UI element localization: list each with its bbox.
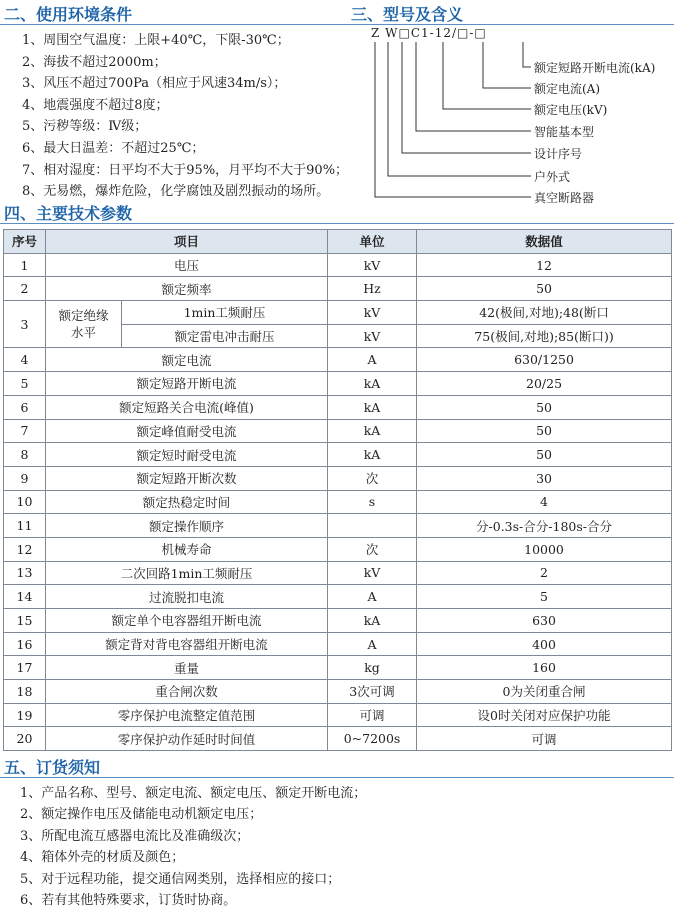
table-row [4, 253, 672, 277]
cell-unit: kV [328, 561, 417, 585]
cell-value: 可调 [417, 727, 672, 751]
header-value: 数据值 [417, 230, 672, 254]
order-item: 5、对于远程功能，提交通信网类别，选择相应的接口； [20, 871, 341, 887]
cell-unit: s [328, 490, 417, 514]
cell-unit: 0~7200s [328, 727, 417, 751]
env-item: 7、相对湿度：日平均不大于95%，月平均不大于90%； [22, 162, 349, 178]
cell-no: 11 [4, 514, 46, 538]
cell-no: 3 [4, 301, 46, 348]
table-row [4, 443, 672, 467]
header-item: 项目 [46, 230, 328, 254]
table-row [4, 632, 672, 656]
cell-unit: A [328, 348, 417, 372]
cell-no: 16 [4, 632, 46, 656]
cell-item: 零序保护动作延时时间值 [46, 727, 328, 751]
cell-no: 7 [4, 419, 46, 443]
cell-item: 额定热稳定时间 [46, 490, 328, 514]
table-row [4, 727, 672, 751]
cell-item: 额定短时耐受电流 [46, 443, 328, 467]
cell-item: 零序保护电流整定值范围 [46, 703, 328, 727]
env-section-title: 二、使用环境条件 [4, 5, 133, 24]
env-item: 5、污秽等级：Ⅳ级； [22, 119, 148, 135]
cell-value: 20/25 [417, 372, 672, 396]
cell-item: 额定频率 [46, 277, 328, 301]
env-conditions-list [22, 30, 348, 203]
cell-item: 机械寿命 [46, 537, 328, 561]
model-label: 户外式 [534, 170, 571, 184]
cell-unit: kA [328, 372, 417, 396]
cell-item: 额定电流 [46, 348, 328, 372]
cell-value: 50 [417, 419, 672, 443]
cell-insulation-group: 额定绝缘水平 [46, 301, 122, 348]
cell-item: 额定操作顺序 [46, 514, 328, 538]
table-row [4, 514, 672, 538]
table-row [4, 490, 672, 514]
cell-no: 13 [4, 561, 46, 585]
cell-no: 5 [4, 372, 46, 396]
cell-item: 额定短路开断次数 [46, 466, 328, 490]
cell-no: 14 [4, 585, 46, 609]
order-notes-list [20, 783, 366, 911]
cell-value: 2 [417, 561, 672, 585]
cell-value: 0为关闭重合闸 [417, 680, 672, 704]
model-label: 真空断路器 [534, 191, 595, 205]
table-header-row [4, 230, 672, 254]
cell-unit: kV [328, 253, 417, 277]
cell-no: 15 [4, 609, 46, 633]
env-item: 8、无易燃，爆炸危险，化学腐蚀及剧烈振动的场所。 [22, 184, 330, 200]
cell-no: 6 [4, 395, 46, 419]
cell-no: 12 [4, 537, 46, 561]
cell-unit: A [328, 585, 417, 609]
params-divider [0, 223, 674, 224]
cell-value: 400 [417, 632, 672, 656]
cell-unit: Hz [328, 277, 417, 301]
params-table [3, 229, 672, 751]
cell-value: 30 [417, 466, 672, 490]
model-label: 设计序号 [534, 147, 583, 161]
cell-value: 5 [417, 585, 672, 609]
cell-item: 额定短路关合电流(峰值) [46, 395, 328, 419]
cell-unit: kA [328, 395, 417, 419]
model-label: 额定电流(A) [534, 82, 601, 96]
header-no: 序号 [4, 230, 46, 254]
cell-value: 75(极间,对地);85(断口)) [417, 324, 672, 348]
order-item: 4、箱体外壳的材质及颜色； [20, 850, 185, 866]
model-code: Z W□C1-12/□-□ [371, 26, 487, 40]
cell-item: 过流脱扣电流 [46, 585, 328, 609]
table-row [4, 419, 672, 443]
cell-item: 重量 [46, 656, 328, 680]
cell-no: 2 [4, 277, 46, 301]
table-row [4, 561, 672, 585]
cell-value: 分-0.3s-合分-180s-合分 [417, 514, 672, 538]
table-row [4, 703, 672, 727]
cell-item: 额定背对背电容器组开断电流 [46, 632, 328, 656]
cell-value: 160 [417, 656, 672, 680]
order-item: 2、额定操作电压及储能电动机额定电压； [20, 807, 263, 823]
order-section-title: 五、订货须知 [4, 758, 101, 777]
header-unit: 单位 [328, 230, 417, 254]
cell-item: 二次回路1min工频耐压 [46, 561, 328, 585]
cell-no: 1 [4, 253, 46, 277]
order-divider [0, 777, 674, 778]
cell-unit [328, 514, 417, 538]
cell-no: 18 [4, 680, 46, 704]
table-row [4, 395, 672, 419]
order-item: 6、若有其他特殊要求，订货时协商。 [20, 893, 237, 909]
cell-no: 19 [4, 703, 46, 727]
params-section-title: 四、主要技术参数 [4, 204, 133, 223]
cell-item: 额定单个电容器组开断电流 [46, 609, 328, 633]
table-row [4, 466, 672, 490]
model-label: 额定短路开断电流(kA) [534, 61, 656, 75]
cell-value: 设0时关闭对应保护功能 [417, 703, 672, 727]
env-item: 1、周围空气温度：上限+40℃，下限-30℃； [22, 33, 290, 48]
cell-unit: kA [328, 443, 417, 467]
cell-item: 额定短路开断电流 [46, 372, 328, 396]
cell-unit: 次 [328, 537, 417, 561]
cell-value: 630/1250 [417, 348, 672, 372]
model-label: 额定电压(kV) [534, 103, 608, 117]
cell-unit: 可调 [328, 703, 417, 727]
table-row [4, 585, 672, 609]
cell-no: 9 [4, 466, 46, 490]
env-item: 6、最大日温差：不超过25℃； [22, 140, 205, 156]
cell-no: 20 [4, 727, 46, 751]
cell-item: 额定峰值耐受电流 [46, 419, 328, 443]
table-row [4, 301, 672, 325]
table-row [4, 537, 672, 561]
cell-unit: kA [328, 609, 417, 633]
cell-unit: kV [328, 301, 417, 325]
cell-unit: kV [328, 324, 417, 348]
table-row [4, 656, 672, 680]
env-item: 2、海拔不超过2000m； [22, 54, 167, 70]
cell-value: 4 [417, 490, 672, 514]
cell-no: 17 [4, 656, 46, 680]
cell-item: 1min工频耐压 [122, 301, 328, 325]
cell-value: 630 [417, 609, 672, 633]
table-row [4, 348, 672, 372]
cell-value: 50 [417, 395, 672, 419]
cell-item: 重合闸次数 [46, 680, 328, 704]
cell-value: 50 [417, 277, 672, 301]
model-section-title: 三、型号及含义 [351, 5, 464, 24]
cell-item: 额定雷电冲击耐压 [122, 324, 328, 348]
cell-no: 4 [4, 348, 46, 372]
cell-unit: kA [328, 419, 417, 443]
cell-value: 50 [417, 443, 672, 467]
cell-item: 电压 [46, 253, 328, 277]
top-divider [0, 24, 674, 25]
model-label: 智能基本型 [534, 125, 595, 139]
env-item: 3、风压不超过700Pa（相应于风速34m/s）； [22, 76, 287, 92]
cell-no: 8 [4, 443, 46, 467]
cell-unit: 3次可调 [328, 680, 417, 704]
table-row [4, 372, 672, 396]
env-item: 4、地震强度不超过8度； [22, 97, 169, 113]
order-item: 1、产品名称、型号、额定电流、额定电压、额定开断电流； [20, 786, 367, 801]
table-row [4, 680, 672, 704]
cell-no: 10 [4, 490, 46, 514]
table-row [4, 609, 672, 633]
cell-unit: kg [328, 656, 417, 680]
cell-unit: A [328, 632, 417, 656]
cell-unit: 次 [328, 466, 417, 490]
cell-value: 10000 [417, 537, 672, 561]
cell-value: 42(极间,对地);48(断口 [417, 301, 672, 325]
table-row [4, 277, 672, 301]
order-item: 3、所配电流互感器电流比及准确级次； [20, 828, 250, 844]
cell-value: 12 [417, 253, 672, 277]
